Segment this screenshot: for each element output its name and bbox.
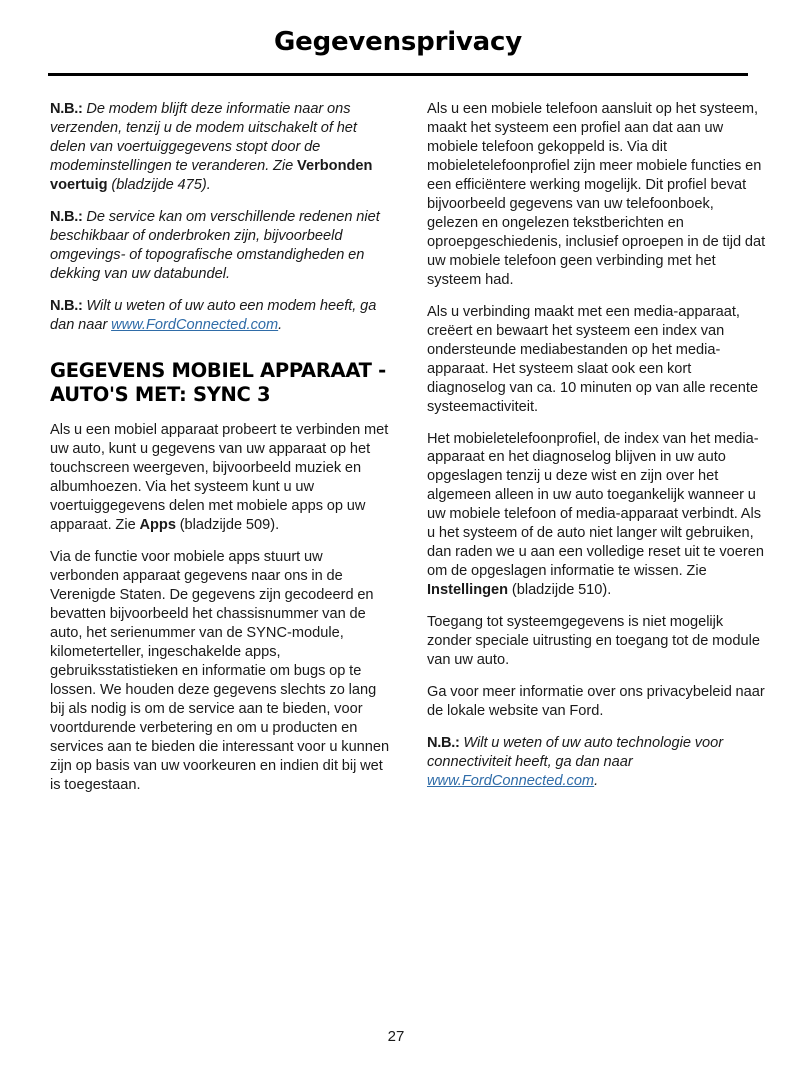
paragraph-text-tail: . [594, 773, 599, 789]
paragraph-text: Als u een mobiele telefoon aansluit op het systeem, maakt het systeem een profiel aan dat aan uw mobiele telefoon gekoppeld is. Via dit mobieletelefoonprofiel zijn meer mobiele functies en een efficiëntere werking mogelijk. Dit profiel bevat bijvoorbeeld gegevens van uw telefoonboek, gelezen en ongelezen tekstberichten en oproepgeschiedenis, inclusief oproepen in de tijd dat uw mobiele telefoon geen verbinding met het systeem had. [427, 101, 766, 288]
cross-reference-bold: Instellingen [427, 582, 509, 599]
page-header [48, 28, 748, 76]
section-heading: GEGEVENS MOBIEL APPARAAT - AUTO'S MET: SYNC 3 [50, 358, 386, 407]
external-link[interactable]: www.FordConnected.com [427, 773, 595, 789]
paragraph-text: Ga voor meer informatie over ons privacybeleid naar de lokale website van Ford. [427, 684, 765, 720]
left-column [50, 100, 391, 795]
external-link[interactable]: www.FordConnected.com [111, 316, 279, 333]
note-paragraph [50, 100, 391, 195]
note-paragraph [50, 208, 391, 284]
paragraph-text-tail: . [278, 316, 283, 333]
cross-reference-bold: Verbonden voertuig [50, 157, 373, 193]
note-label: N.B.: [50, 297, 83, 314]
note-paragraph [50, 297, 391, 335]
right-column [427, 100, 768, 791]
note-label: N.B.: [50, 101, 83, 117]
body-paragraph [427, 683, 768, 721]
paragraph-text-tail: (bladzijde 475). [107, 176, 211, 193]
paragraph-text: Als u verbinding maakt met een media-apparaat, creëеrt en bewaart het systeem een index van ondersteunde mediabestanden op het media-apparaat. Het systeem slaat ook een kort diagnoselog van ca. 10 minuten op van alle recente systeemactiviteit. [427, 303, 759, 415]
paragraph-text: Wilt u weten of uw auto een modem heeft, ga dan naar [50, 297, 377, 333]
paragraph-text: Via de functie voor mobiele apps stuurt uw verbonden apparaat gegevens naar ons in de Verenigde Staten. De gegevens zijn gecodeerd en bevatten bijvoorbeeld het chassisnummer van de auto, het serienummer van de SYNC-module, kilometerteller, ingeschakelde apps, gebruiksstatistieken en informatie om bugs op te lossen. We houden deze gegevens slechts zo lang bij als nodig is om de service aan te bieden, voor voortdurende verbetering en om u producten en services aan te bieden die interessant voor u kunnen zijn op basis van uw voorkeuren en indien dit bij wet is toegestaan. [50, 549, 390, 793]
body-paragraph [50, 421, 391, 535]
two-column-body [50, 100, 768, 795]
cross-reference-bold: Apps [139, 517, 176, 534]
note-paragraph [427, 734, 768, 791]
paragraph-text-tail: (bladzijde 509). [175, 517, 280, 534]
body-paragraph [427, 100, 768, 290]
header-divider [48, 73, 748, 76]
note-label: N.B.: [427, 735, 460, 752]
paragraph-text: Toegang tot systeemgegevens is niet mogelijk zonder speciale uitrusting en toegang tot de module van uw auto. [427, 614, 760, 669]
paragraph-text: De modem blijft deze informatie naar ons verzenden, tenzij u de modem uitschakelt of het delen van voertuiggegevens stopt door de modeminstellingen te veranderen. Zie [50, 101, 357, 174]
paragraph-text: De service kan om verschillende redenen niet beschikbaar of onderbroken zijn, bijvoorbeeld omgevings- of topografische omstandigheden en dekking van uw databundel. [50, 208, 380, 282]
body-paragraph [427, 613, 768, 670]
paragraph-text: Wilt u weten of uw auto technologie voor connectiviteit heeft, ga dan naar [427, 735, 724, 771]
paragraph-text: Als u een mobiel apparaat probeert te verbinden met uw auto, kunt u gegevens van uw apparaat op het touchscreen weergeven, bijvoorbeeld muziek en albumhoezen. Via het systeem kunt u uw voertuiggegevens delen met mobiele apps op uw apparaat. Zie [50, 422, 389, 534]
page-footer [0, 1028, 792, 1046]
body-paragraph [50, 548, 391, 795]
body-paragraph [427, 430, 768, 601]
note-label: N.B.: [50, 208, 83, 225]
paragraph-text-tail: (bladzijde 510). [508, 582, 612, 599]
paragraph-text: Het mobieletelefoonprofiel, de index van het media-apparaat en het diagnoselog blijven in uw auto opgeslagen tenzij u deze wist en zijn over het algemeen alleen in uw auto toegankelijk wanneer u uw mobiele telefoon of media-apparaat verbindt. Als u het systeem of de auto niet langer wilt gebruiken, dan raden we u aan een volledige reset uit te voeren om de opgeslagen informatie te wissen. Zie [427, 430, 764, 580]
page-title: Gegevensprivacy [274, 27, 522, 57]
body-paragraph [427, 303, 768, 417]
page-number: 27 [387, 1028, 405, 1045]
